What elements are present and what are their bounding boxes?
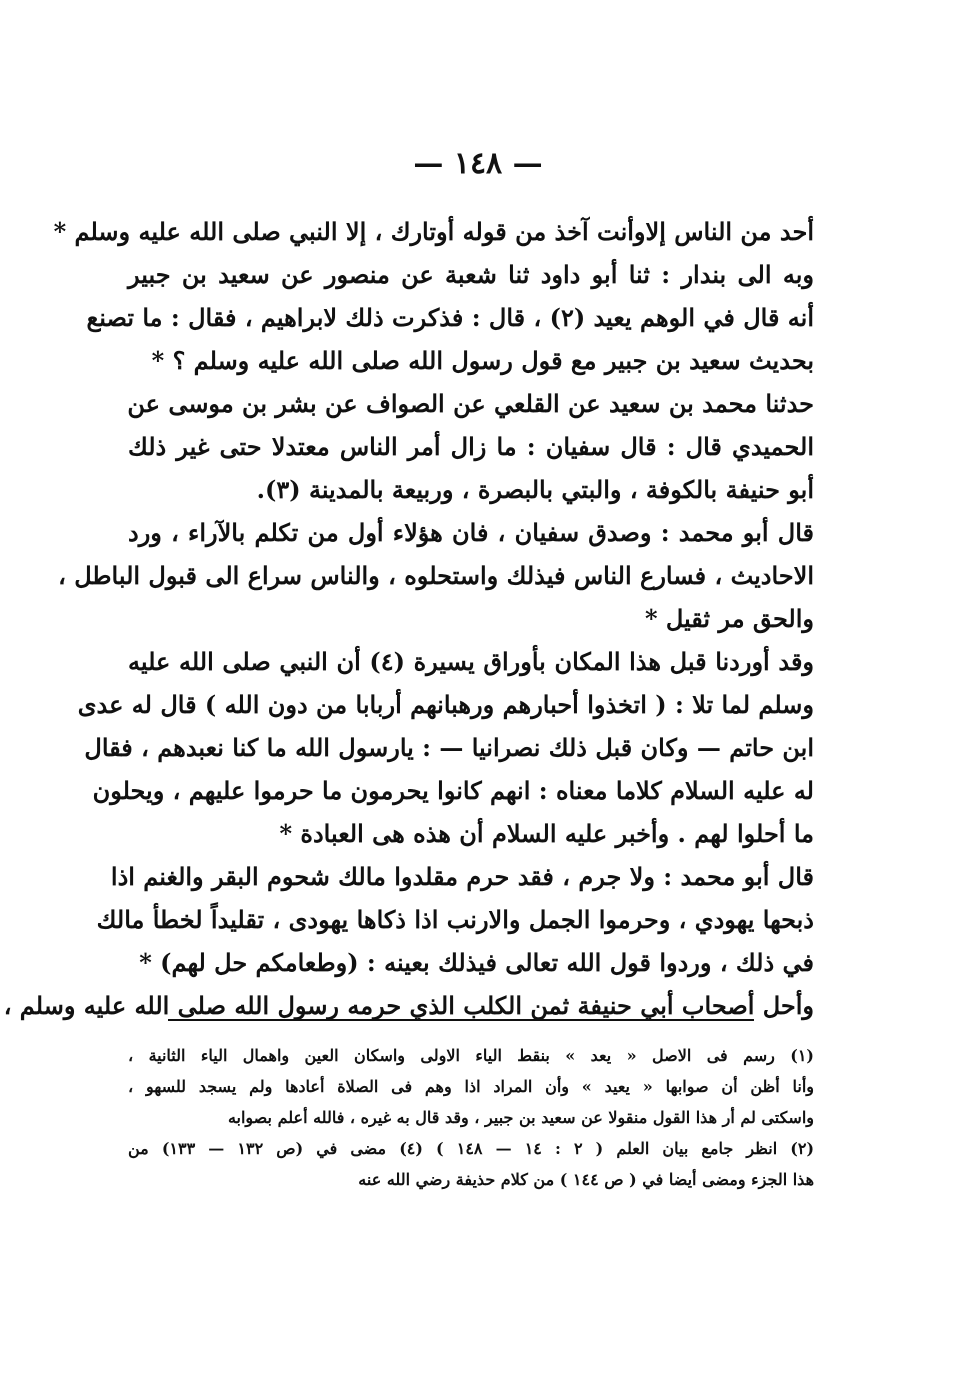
footnote-line: (١) رسم فى الاصل « يعد » بنقط الياء الاولى واسكان العين واهمال الياء الثانية ، (128, 1046, 814, 1065)
text-line: وسلم لما تلا : ( اتخذوا أحبارهم ورهبانهم أربابا من دون الله ) قال له عدى (77, 690, 814, 719)
text-line: وبه الى بندار : ثنا أبو داود ثنا شعبة عن منصور عن سعيد بن جبير (128, 260, 814, 289)
text-line: ابن حاتم — وكان قبل ذلك نصرانيا — : يارسول الله ما كنا نعبدهم ، فقال (84, 733, 814, 762)
text-line: في ذلك ، وردوا قول الله تعالى فيذلك بعينه : (وطعامكم حل لهم) * (139, 948, 814, 977)
text-line: حدثنا محمد بن سعيد عن القلعي عن الصواف عن بشر بن موسى عن (127, 389, 814, 418)
text-line: له عليه السلام كلاما معناه : انهم كانوا يحرمون ما حرموا عليهم ، ويحلون (92, 776, 814, 805)
footnote-line: واسكتى لم أر هذا القول منقولا عن سعيد بن جبير ، وقد قال به غيره ، فالله أعلم بصوابه (227, 1108, 814, 1127)
main-text (3, 210, 815, 1027)
text-line: أنه قال في الوهم يعيد (٢) ، قال : فذكرت ذلك لابراهيم ، فقال : ما تصنع (86, 303, 814, 332)
text-line: ذبحها يهودي ، وحرموا الجمل والارنب اذا ذكاها يهودى ، تقليداً لخطأ مالك (96, 905, 814, 934)
text-line: بحديث سعيد بن جبير مع قول رسول الله صلى الله عليه وسلم ؟ * (151, 346, 814, 375)
text-line: وقد أوردنا قبل هذا المكان بأوراق يسيرة (٤) أن النبي صلى الله عليه (128, 647, 815, 676)
text-line: قال أبو محمد : ولا جرم ، فقد حرم مقلدوا مالك شحوم البقر والغنم اذا (110, 862, 814, 891)
text-line: قال أبو محمد : وصدق سفيان ، فان هؤلاء أول من تكلم بالآراء ، ورد (128, 518, 814, 547)
footnote-line: وأنا أظن أن صوابها « يعيد » وأن المراد اذا وهم فى الصلاة أعادها ولم يسجد للسهو ، (128, 1077, 814, 1096)
footnote-divider (168, 1019, 754, 1021)
text-line: وأحل أصحاب أبي حنيفة ثمن الكلب الذي حرمه رسول الله صلى الله عليه وسلم ، (3, 991, 814, 1020)
text-line: الحميدي قال : قال سفيان : ما زال أمر الناس معتدلا حتى غير ذلك (128, 432, 814, 461)
footnotes (128, 1040, 814, 1195)
footnote-line: (٢) انظر جامع بيان العلم ( ٢ : ١٤ — ١٤٨ ) (٤) مضى في (ص ١٣٢ — ١٣٣) من (128, 1139, 815, 1158)
text-line: أحد من الناس إلاوأنت آخذ من قوله أوتارك ، إلا النبي صلى الله عليه وسلم * (53, 217, 814, 246)
text-line: الاحاديث ، فسارع الناس فيذلك واستحلوه ، والناس سراع الى قبول الباطل ، (58, 561, 814, 590)
text-line: والحق مر ثقيل * (644, 604, 814, 633)
text-line: ما أحلوا لهم . وأخبر عليه السلام أن هذه هى العبادة * (279, 819, 814, 848)
footnote-line: هذا الجزء ومضى أيضا في ( ص ١٤٤ ) من كلام حذيفة رضي الله عنه (358, 1170, 814, 1189)
text-line: أبو حنيفة بالكوفة ، والبتي بالبصرة ، وربيعة بالمدينة (٣). (256, 475, 814, 504)
page-number: — ١٤٨ — (413, 146, 543, 181)
